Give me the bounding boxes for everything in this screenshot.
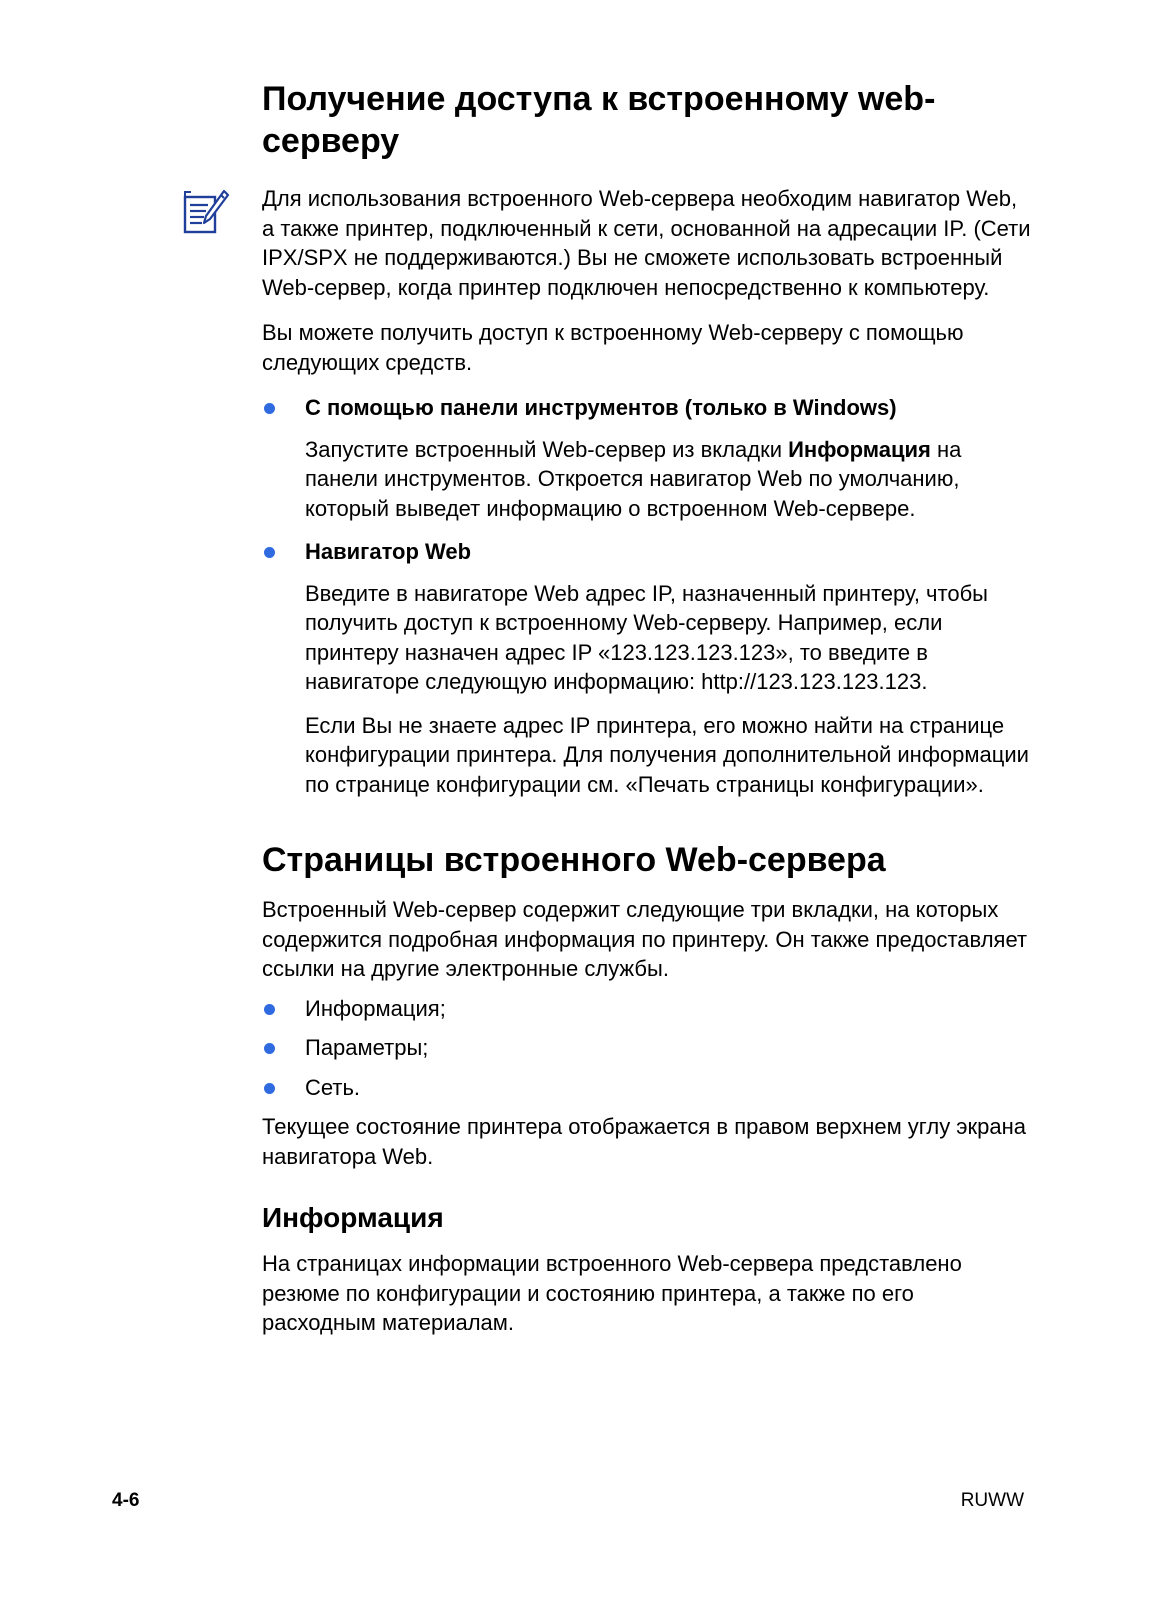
bullet-browser xyxy=(262,537,1032,799)
list-item-text: Параметры; xyxy=(305,1035,429,1060)
section-title-access: Получение доступа к встроенному web-серверу xyxy=(262,80,936,160)
list-item xyxy=(262,1033,1032,1063)
browser-paragraph-1: Введите в навигаторе Web адрес IP, назначенный принтеру, чтобы получить доступ к встроенному Web-серверу. Например, если принтеру назначен адрес IP «123.123.123.123», то введите в навигаторе следующую информацию: http://123.123.123.123. xyxy=(305,580,988,694)
bullet-dot xyxy=(264,1083,275,1094)
access-intro: Вы можете получить доступ к встроенному Web-серверу с помощью следующих средств. xyxy=(262,320,964,375)
note-block xyxy=(262,184,1032,302)
toolbox-paragraph xyxy=(305,435,1032,524)
bullet-dot xyxy=(264,1004,275,1015)
toolbox-text-before: Запустите встроенный Web-сервер из вкладки xyxy=(305,436,789,462)
note-pencil-icon xyxy=(182,188,230,234)
bullet-heading xyxy=(262,537,1032,567)
toolbox-tab-name: Информация xyxy=(788,436,931,462)
bullet-dot xyxy=(264,547,275,558)
locale-code: RUWW xyxy=(960,1490,1024,1511)
list-item xyxy=(262,1073,1032,1103)
list-item xyxy=(262,994,1032,1024)
status-paragraph: Текущее состояние принтера отображается в правом верхнем углу экрана навигатора Web. xyxy=(262,1114,1027,1169)
list-item-text: Сеть. xyxy=(305,1074,361,1100)
tabs-list xyxy=(262,994,1032,1103)
toolbox-text-after: на панели инструментов. Откроется навигатор Web по умолчанию, который выведет информацию о встроенном Web-сервере. xyxy=(305,436,962,521)
info-paragraph: На страницах информации встроенного Web-сервера представлено резюме по конфигурации и состоянию принтера, а также по его расходным материалам. xyxy=(262,1251,962,1335)
bullet-dot xyxy=(264,1043,275,1054)
bullet-dot xyxy=(264,403,275,414)
note-text: Для использования встроенного Web-сервера необходим навигатор Web, а также принтер, подключенный к сети, основанной на адресации IP. (Сети IPX/SPX не поддерживаются.) Вы не сможете использовать встроенный Web-сервер, когда принтер подключен непосредственно к компьютеру. xyxy=(262,186,1031,300)
bullet-heading xyxy=(262,393,1032,423)
page-content xyxy=(262,78,1032,1354)
bullet-body xyxy=(262,579,1032,800)
bullet-body xyxy=(262,435,1032,524)
section-title-pages: Страницы встроенного Web-сервера xyxy=(262,841,886,879)
subsection-title-info: Информация xyxy=(262,1202,444,1233)
bullet-heading-text: С помощью панели инструментов (только в Windows) xyxy=(305,395,897,420)
page-number: 4-6 xyxy=(112,1490,140,1511)
browser-paragraph-2: Если Вы не знаете адрес IP принтера, его можно найти на странице конфигурации принтера. Для получения дополнительной информации по странице конфигурации см. «Печать страницы конфигурации». xyxy=(305,712,1029,797)
pages-intro: Встроенный Web-сервер содержит следующие три вкладки, на которых содержится подробная информация по принтеру. Он также предоставляет ссылки на другие электронные службы. xyxy=(262,897,1028,981)
list-item-text: Информация; xyxy=(305,995,446,1021)
bullet-toolbox xyxy=(262,393,1032,523)
bullet-heading-text: Навигатор Web xyxy=(305,539,472,564)
